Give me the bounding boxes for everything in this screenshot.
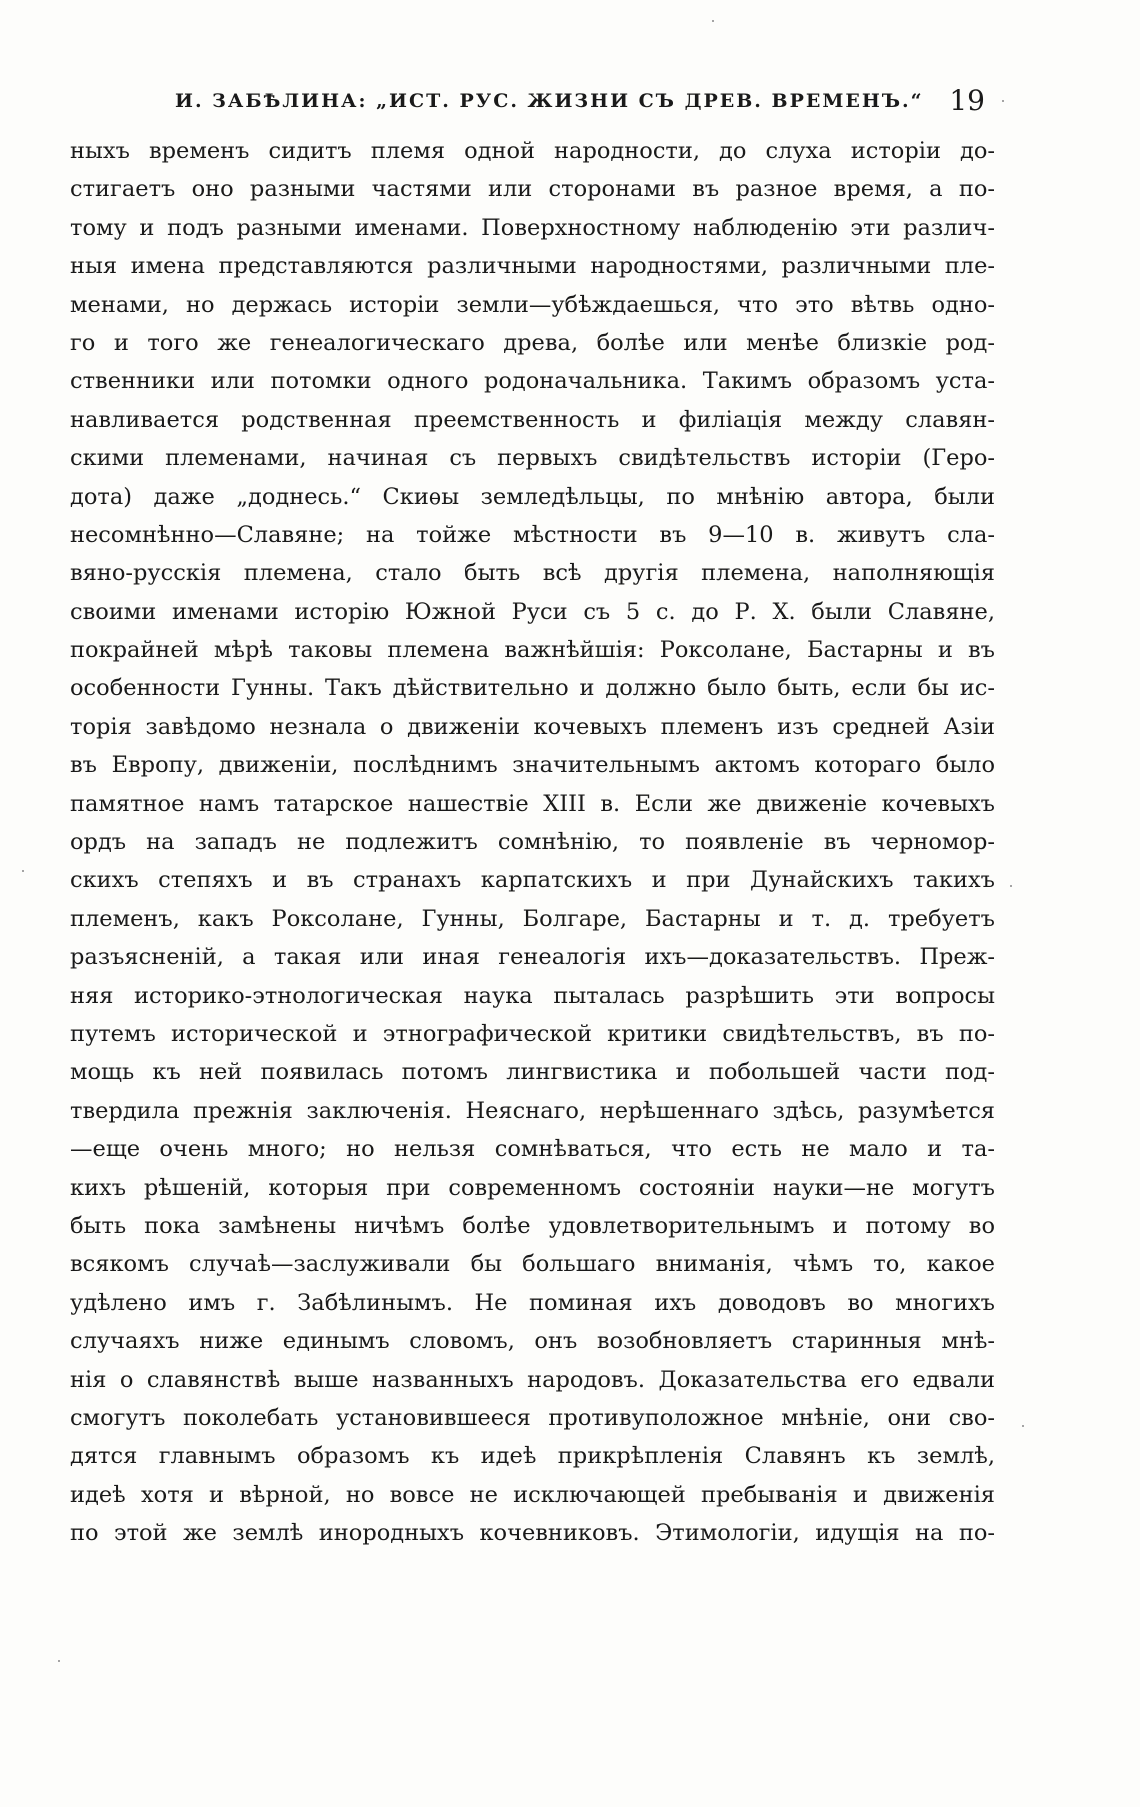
text-line: несомнѣнно—Славяне; на тойже мѣстности въ 9—10 в. живутъ сла- [70,521,995,548]
text-line: всякомъ случаѣ—заслуживали бы большаго вниманія, чѣмъ то, какое [70,1251,995,1278]
running-title: И. ЗАБѢЛИНА: „ИСТ. РУС. ЖИЗНИ СЪ ДРЕВ. ВРЕМЕНЪ.“ [175,90,924,112]
running-header [175,84,985,124]
text-line: по этой же землѣ инородныхъ кочевниковъ. Этимологіи, идущія на по- [70,1520,995,1547]
text-line: смогутъ поколебать установившееся противуположное мнѣніе, они сво- [70,1404,995,1431]
text-line: ныхъ временъ сидитъ племя одной народности, до слуха исторіи до- [70,138,995,164]
text-line: тому и подъ разными именами. Поверхностному наблюденію эти различ- [70,214,995,241]
text-line: ственники или потомки одного родоначальника. Такимъ образомъ уста- [70,368,995,395]
page-number: 19 [949,84,985,117]
text-line: разъясненій, а такая или иная генеалогія ихъ—доказательствъ. Преж- [70,944,995,971]
text-line: путемъ исторической и этнографической критики свидѣтельствъ, въ по- [70,1020,995,1047]
text-line: быть пока замѣнены ничѣмъ болѣе удовлетворительнымъ и потому во [70,1212,995,1239]
scan-speck [1002,100,1004,102]
text-line: удѣлено имъ г. Забѣлинымъ. Не поминая ихъ доводовъ во многихъ [70,1289,995,1316]
text-line: памятное намъ татарское нашествіе XIII в. Если же движеніе кочевыхъ [70,790,995,817]
text-line: вяно-русскія племена, стало быть всѣ другія племена, наполняющія [70,560,995,587]
text-line: идеѣ хотя и вѣрной, но вовсе не исключающей пребыванія и движенія [70,1481,995,1508]
text-line: племенъ, какъ Роксолане, Гунны, Болгаре, Бастарны и т. д. требуетъ [70,905,995,932]
text-line: навливается родственная преемственность и филіація между славян- [70,406,995,433]
text-line: нія о славянствѣ выше названныхъ народовъ. Доказательства его едвали [70,1366,995,1393]
text-line: торія завѣдомо незнала о движеніи кочевыхъ племенъ изъ средней Азіи [70,713,995,740]
text-line: ордъ на западъ не подлежитъ сомнѣнію, то появленіе въ черномор- [70,829,995,856]
scan-speck [58,1660,60,1662]
body-text [70,132,995,1552]
text-line: ныя имена представляются различными народностями, различными пле- [70,253,995,280]
scan-speck [1010,885,1012,887]
text-line: покрайней мѣрѣ таковы племена важнѣйшія: Роксолане, Бастарны и въ [70,637,995,664]
text-line: кихъ рѣшеній, которыя при современномъ состояніи науки—не могутъ [70,1174,995,1201]
text-line: дота) даже „доднесь.“ Скиѳы земледѣльцы, по мнѣнію автора, были [70,483,995,510]
text-line: случаяхъ ниже единымъ словомъ, онъ возобновляетъ старинныя мнѣ- [70,1328,995,1355]
text-line: мощь къ ней появилась потомъ лингвистика и побольшей части под- [70,1059,995,1086]
text-line: —еще очень много; но нельзя сомнѣваться, что есть не мало и та- [70,1136,995,1163]
text-line: стигаетъ оно разными частями или сторонами въ разное время, а по- [70,176,995,203]
text-line: твердила прежнія заключенія. Неяснаго, нерѣшеннаго здѣсь, разумѣется [70,1097,995,1124]
text-line: менами, но держась исторіи земли—убѣждаешься, что это вѣтвь одно- [70,291,995,318]
text-line: скихъ степяхъ и въ странахъ карпатскихъ и при Дунайскихъ такихъ [70,867,995,894]
scan-speck [1022,1425,1024,1427]
text-line: дятся главнымъ образомъ къ идеѣ прикрѣпленія Славянъ къ землѣ, [70,1443,995,1470]
scan-speck [22,870,24,872]
text-line: своими именами исторію Южной Руси съ 5 с. до Р. Х. были Славяне, [70,598,995,625]
text-line: особенности Гунны. Такъ дѣйствительно и должно было быть, если бы ис- [70,675,995,702]
text-line: скими племенами, начиная съ первыхъ свидѣтельствъ исторіи (Геро- [70,445,995,472]
text-line: го и того же генеалогическаго древа, болѣе или менѣе близкіе род- [70,329,995,356]
text-line: няя историко-этнологическая наука пыталась разрѣшить эти вопросы [70,982,995,1009]
text-line: въ Европу, движеніи, послѣднимъ значительнымъ актомъ котораго было [70,752,995,779]
scan-speck [712,20,714,22]
